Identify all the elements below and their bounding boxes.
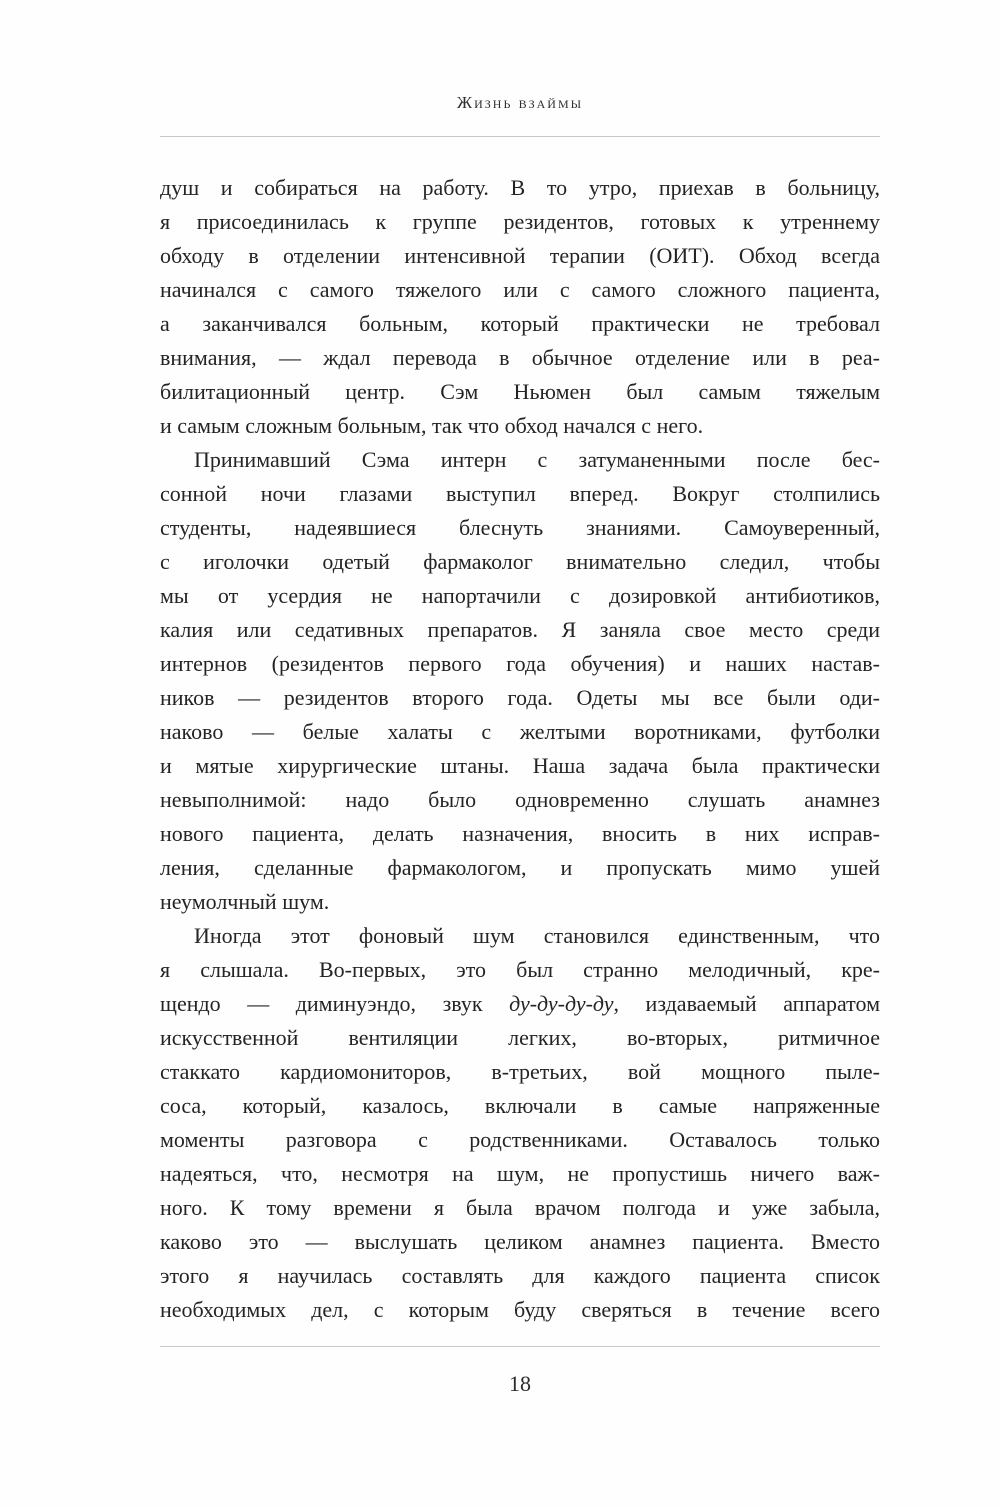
text-line: невыполнимой: надо было одновременно слушать анамнез — [160, 787, 880, 812]
text-line: каково это — выслушать целиком анамнез пациента. Вместо — [160, 1229, 880, 1254]
text-line: надеяться, что, несмотря на шум, не пропустишь ничего важ- — [160, 1161, 880, 1186]
text-line: необходимых дел, с которым буду сверяться в течение всего — [160, 1297, 880, 1322]
text-line: искусственной вентиляции легких, во-вторых, ритмичное — [160, 1025, 880, 1050]
text-line: а заканчивался больным, который практически не требовал — [160, 311, 880, 336]
text-line: Принимавший Сэма интерн с затуманенными после бес- — [194, 447, 880, 472]
page-number: 18 — [509, 1371, 531, 1396]
page-content — [160, 0, 880, 1397]
italic-text: ду-ду-ду-ду — [509, 991, 614, 1016]
text-line: наково — белые халаты с желтыми воротниками, футболки — [160, 719, 880, 744]
text-line: этого я научилась составлять для каждого пациента список — [160, 1263, 880, 1288]
text-line: я присоединилась к группе резидентов, готовых к утреннему — [160, 209, 880, 234]
text-line: и мятые хирургические штаны. Наша задача была практически — [160, 753, 880, 778]
paragraph — [160, 919, 880, 1327]
text-line: мы от усердия не напортачили с дозировкой антибиотиков, — [160, 583, 880, 608]
running-title: Жизнь взаймы — [456, 93, 584, 112]
text-line: соса, который, казалось, включали в самые напряженные — [160, 1093, 880, 1118]
text-line: билитационный центр. Сэм Ньюмен был самым тяжелым — [160, 379, 880, 404]
text-line: щендо — диминуэндо, звук ду-ду-ду-ду, издаваемый аппаратом — [160, 991, 881, 1016]
footer-divider — [160, 1346, 880, 1347]
text-line: я слышала. Во-первых, это был странно мелодичный, кре- — [160, 957, 880, 982]
text-line: начинался с самого тяжелого или с самого сложного пациента, — [160, 277, 880, 302]
text-line: и самым сложным больным, так что обход начался с него. — [160, 413, 704, 438]
header-divider — [160, 136, 880, 137]
text-line: ного. К тому времени я была врачом полгода и уже забыла, — [160, 1195, 880, 1220]
text-line: с иголочки одетый фармаколог внимательно следил, чтобы — [160, 549, 880, 574]
body-text — [160, 171, 880, 1327]
text-line: неумолчный шум. — [160, 889, 330, 914]
paragraph — [160, 443, 880, 919]
text-line: ников — резидентов второго года. Одеты мы все были оди- — [160, 685, 880, 710]
text-line: обходу в отделении интенсивной терапии (ОИТ). Обход всегда — [160, 243, 880, 268]
text-line: внимания, — ждал перевода в обычное отделение или в реа- — [160, 345, 880, 370]
text-line: калия или седативных препаратов. Я заняла свое место среди — [160, 617, 880, 642]
text-line: нового пациента, делать назначения, вносить в них исправ- — [160, 821, 880, 846]
text-line: интернов (резидентов первого года обучения) и наших настав- — [160, 651, 880, 676]
text-line: Иногда этот фоновый шум становился единственным, что — [194, 923, 880, 948]
text-line: душ и собираться на работу. В то утро, приехав в больницу, — [160, 175, 880, 200]
text-line: моменты разговора с родственниками. Оставалось только — [160, 1127, 880, 1152]
text-line: стаккато кардиомониторов, в-третьих, вой мощного пыле- — [160, 1059, 880, 1084]
text-line: сонной ночи глазами выступил вперед. Вокруг столпились — [160, 481, 880, 506]
text-line: студенты, надеявшиеся блеснуть знаниями. Самоуверенный, — [160, 515, 880, 540]
text-line: ления, сделанные фармакологом, и пропускать мимо ушей — [160, 855, 880, 880]
paragraph — [160, 171, 880, 443]
